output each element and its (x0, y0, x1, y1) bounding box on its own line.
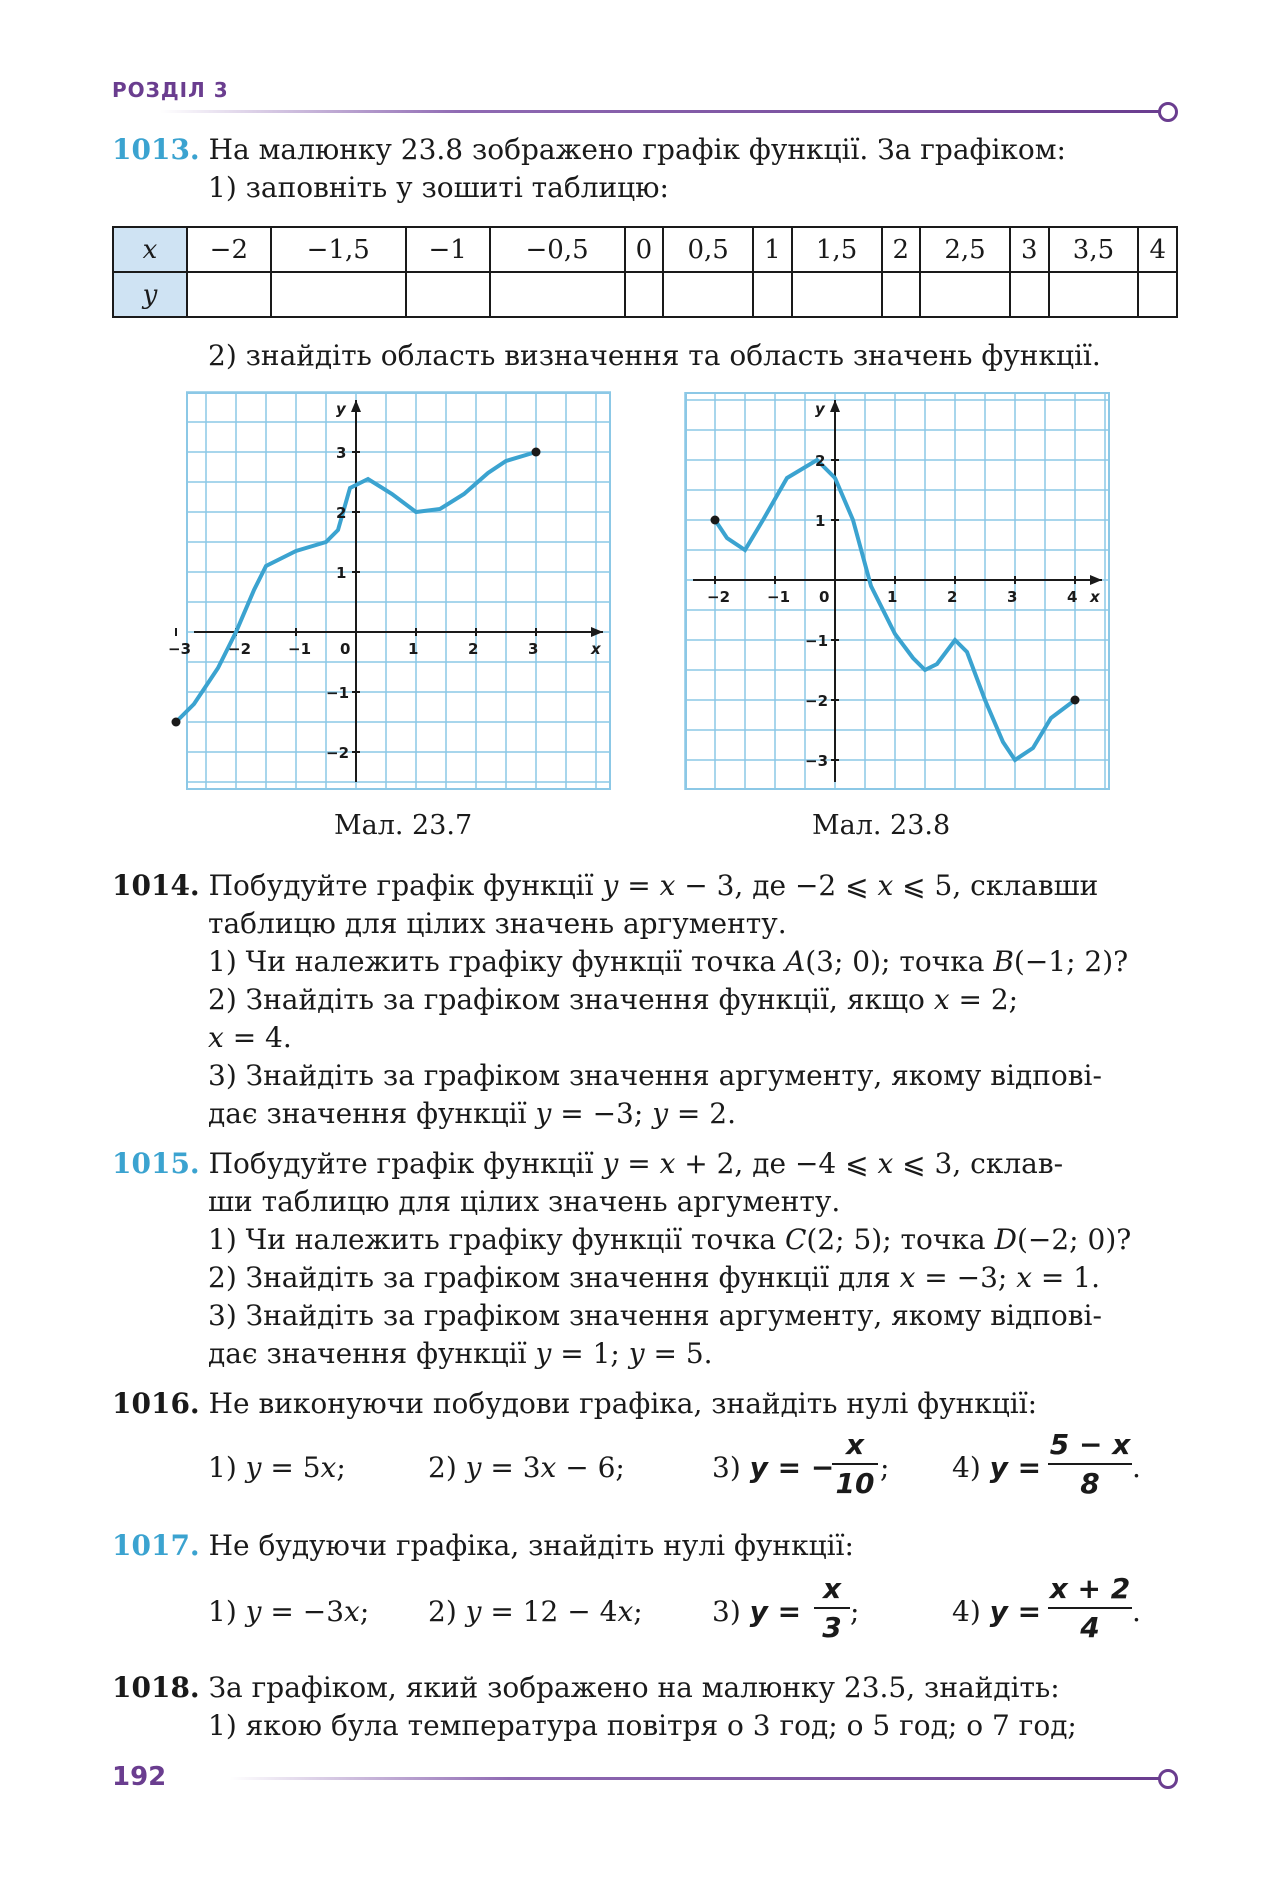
x-axis-name: x (1090, 588, 1100, 606)
section-label: РОЗДІЛ 3 (112, 78, 229, 102)
problem-1014-line1: 1014. Побудуйте графік функції y = x − 3, де −2 ⩽ x ⩽ 5, склавши (112, 869, 1099, 902)
semicolon: ; (850, 1595, 860, 1628)
problem-number: 1014. (112, 869, 200, 902)
problem-1017-item4: 4) y = (952, 1595, 1042, 1628)
table-cell-x: 1,5 (792, 227, 882, 272)
problem-1016-item4: 4) y = (952, 1451, 1042, 1484)
axes (693, 400, 1102, 782)
y-tick-label: 2 (815, 452, 826, 470)
x-axis-name: x (591, 640, 601, 658)
axes (176, 400, 603, 782)
table-cell-y (920, 272, 1010, 317)
figure-caption-23-7: Мал. 23.7 (334, 810, 473, 841)
table-cell-x: 0 (625, 227, 663, 272)
figure-23-7 (168, 392, 611, 790)
table-cell-y (271, 272, 406, 317)
problem-1015-line4: 2) Знайдіть за графіком значення функції для x = −3; x = 1. (208, 1261, 1101, 1294)
table-cell-x: 3 (1010, 227, 1048, 272)
problem-1016-item2: 2) y = 3x − 6; (428, 1451, 625, 1484)
table-cell-y (1010, 272, 1048, 317)
problem-1018-line1: 1018. За графіком, який зображено на малюнку 23.5, знайдіть: (112, 1671, 1060, 1704)
table-cell-y (1049, 272, 1139, 317)
grid (186, 392, 611, 790)
table-cell-y (792, 272, 882, 317)
fraction: x + 2 4 (1049, 1572, 1131, 1644)
period: . (1132, 1451, 1141, 1484)
problem-1013-line3: 2) знайдіть область визначення та область значень функції. (208, 339, 1101, 372)
table-cell-y (625, 272, 663, 317)
y-tick-label: 3 (336, 444, 347, 462)
problem-1018-line2: 1) якою була температура повітря о 3 год; о 5 год; о 7 год; (208, 1709, 1077, 1742)
x-tick-label: 4 (1067, 588, 1078, 606)
x-tick-label: −1 (767, 588, 791, 606)
problem-1017-item3: 3) y = (712, 1595, 802, 1628)
y-tick-label: 1 (815, 512, 826, 530)
x-axis-arrow (1090, 575, 1102, 585)
table-cell-x: 0,5 (663, 227, 753, 272)
problem-number: 1015. (112, 1147, 200, 1180)
x-tick-label: 0 (340, 640, 351, 658)
y-tick-label: −2 (805, 692, 829, 710)
figure-caption-23-8: Мал. 23.8 (812, 810, 951, 841)
problem-1016-item3: 3) y = − (712, 1451, 835, 1484)
x-tick-label: 3 (1007, 588, 1018, 606)
problem-1017-line1: 1017. Не будуючи графіка, знайдіть нулі функції: (112, 1529, 854, 1562)
problem-1014-line2: таблицю для цілих значень аргументу. (208, 907, 787, 940)
x-tick-label: 2 (947, 588, 958, 606)
table-cell-x: −2 (187, 227, 271, 272)
table-cell-x: 4 (1138, 227, 1177, 272)
table-cell-y (1138, 272, 1177, 317)
problem-1017-item2: 2) y = 12 − 4x; (428, 1595, 643, 1628)
problem-1014-line5: x = 4. (208, 1021, 292, 1054)
table-cell-y (406, 272, 490, 317)
grid (685, 392, 1110, 790)
table-cell-x: 2 (882, 227, 920, 272)
table-cell-y (490, 272, 625, 317)
axis-labels (707, 400, 1101, 770)
x-tick-label: 0 (819, 588, 830, 606)
problem-1015-line3: 1) Чи належить графіку функції точка C(2; 5); точка D(−2; 0)? (208, 1223, 1132, 1256)
x-tick-label: −3 (168, 640, 192, 658)
problem-number: 1016. (112, 1387, 200, 1420)
fraction: x 3 (814, 1572, 850, 1644)
x-tick-label: 3 (528, 640, 539, 658)
table-header-x: x (113, 227, 187, 272)
table-cell-y (663, 272, 753, 317)
table-header-y: y (113, 272, 187, 317)
table-row-y (113, 272, 1177, 317)
x-tick-label: −2 (228, 640, 252, 658)
y-tick-label: 1 (336, 564, 347, 582)
problem-1013-line1: 1013. На малюнку 23.8 зображено графік функції. За графіком: (112, 133, 1066, 166)
values-table (112, 226, 1178, 318)
y-tick-label: −1 (326, 684, 350, 702)
y-tick-label: −3 (805, 752, 829, 770)
footer-rule (230, 1777, 1160, 1780)
y-tick-label: 2 (336, 504, 347, 522)
problem-1014-line4: 2) Знайдіть за графіком значення функції, якщо x = 2; (208, 983, 1019, 1016)
problem-number: 1013. (112, 133, 200, 166)
x-tick-label: 1 (408, 640, 419, 658)
problem-1015-line5: 3) Знайдіть за графіком значення аргументу, якому відпові- (208, 1299, 1102, 1332)
x-tick-label: −1 (288, 640, 312, 658)
problem-number: 1017. (112, 1529, 200, 1562)
page-number: 192 (112, 1762, 167, 1792)
fraction: 5 − x 8 (1049, 1428, 1131, 1500)
semicolon: ; (880, 1451, 890, 1484)
y-axis-name: y (336, 400, 346, 418)
header-rule-end-circle (1158, 102, 1178, 122)
endpoint-dot (532, 448, 541, 457)
problem-1016-item1: 1) y = 5x; (208, 1451, 346, 1484)
table-cell-y (753, 272, 791, 317)
table-cell-y (882, 272, 920, 317)
period: . (1132, 1595, 1141, 1628)
problem-1015-line2: ши таблицю для цілих значень аргументу. (208, 1185, 841, 1218)
problem-1014-line7: дає значення функції y = −3; y = 2. (208, 1097, 736, 1130)
problem-1015-line6: дає значення функції y = 1; y = 5. (208, 1337, 713, 1370)
table-cell-x: 3,5 (1049, 227, 1139, 272)
endpoint-dot (1071, 696, 1080, 705)
problem-1013-line2: 1) заповніть у зошиті таблицю: (208, 171, 669, 204)
table-cell-x: −0,5 (490, 227, 625, 272)
y-axis-name: y (815, 400, 825, 418)
problem-1016-line1: 1016. Не виконуючи побудови графіка, знайдіть нулі функції: (112, 1387, 1038, 1420)
table-row-x (113, 227, 1177, 272)
problem-1014-line3: 1) Чи належить графіку функції точка A(3; 0); точка B(−1; 2)? (208, 945, 1129, 978)
endpoint-dot (172, 718, 181, 727)
problem-number: 1018. (112, 1671, 200, 1704)
x-tick-label: −2 (707, 588, 731, 606)
problem-1017-item1: 1) y = −3x; (208, 1595, 370, 1628)
figure-23-8 (685, 392, 1110, 790)
footer-rule-end-circle (1158, 1769, 1178, 1789)
table-cell-x: −1,5 (271, 227, 406, 272)
table-cell-y (187, 272, 271, 317)
problem-1015-line1: 1015. Побудуйте графік функції y = x + 2, де −4 ⩽ x ⩽ 3, склав- (112, 1147, 1064, 1180)
table-cell-x: −1 (406, 227, 490, 272)
header-rule (160, 110, 1160, 113)
problem-1014-line6: 3) Знайдіть за графіком значення аргументу, якому відпові- (208, 1059, 1102, 1092)
y-tick-label: −1 (805, 632, 829, 650)
y-axis-arrow (351, 400, 361, 412)
x-tick-label: 2 (468, 640, 479, 658)
y-tick-label: −2 (326, 744, 350, 762)
table-cell-x: 2,5 (920, 227, 1010, 272)
fraction: x 10 (832, 1428, 878, 1500)
y-axis-arrow (830, 400, 840, 412)
table-cell-x: 1 (753, 227, 791, 272)
endpoint-dot (711, 516, 720, 525)
x-axis-arrow (591, 627, 603, 637)
x-tick-label: 1 (887, 588, 898, 606)
